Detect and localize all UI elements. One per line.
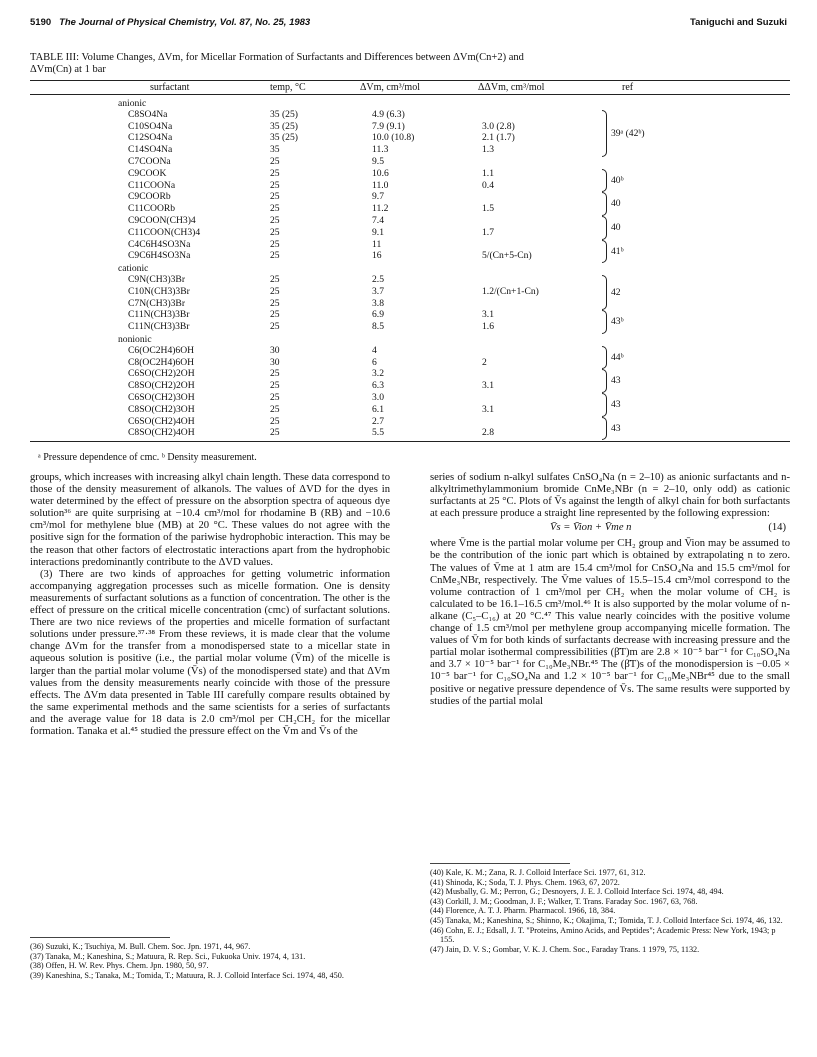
cell-dvm: 6.1: [372, 403, 384, 415]
cell-temp: 25: [270, 156, 280, 167]
cell-surfactant: C6(OC2H4)6OH: [128, 344, 195, 356]
cell-surfactant: C14SO4Na: [128, 144, 173, 156]
reference-item: (44) Florence, A. T. J. Pharm. Pharmacol. 1966, 18, 384.: [430, 906, 616, 916]
paragraph: (3) There are two kinds of approaches for getting volumetric information accompanying aggregation processes such as micelle formation. One is density measurements of surfactant solutions as a function of concentration. The other is the effect of pressure on the critical micelle concentration (cmc) of surfactant solutions. There are two nice reviews of the properties and micelle formation of surfactant solutions under pressure.³⁷·³⁸ From these reviews, it is made clear that the volume change ΔVm for the transfer from a monodispersed state to a micellar state in aqueous solution is positive (i.e., the partial molar volume (V̄m) of the micelle is larger than the partial molar volume (V̄s) of the monodispersed state) and that ΔVm values from the density measurements nearly coincide with those of the pressure effects. The ΔVm data presented in Table III carefully compare results obtained by the same experimental methods and the same scientists for a series of surfactants and the average value for 18 data is 2.0 cm³/mol per CH₂CH₂ for the micellar formation. Tanaka et al.⁴⁵ studied the pressure effect on the V̄m and V̄s of the: [30, 568, 390, 737]
right-references: [430, 868, 790, 954]
cell-temp: 25: [270, 203, 280, 215]
cell-ddvm: 1.2/(Cn+1-Cn): [482, 285, 539, 297]
cell-ddvm: 1.5: [482, 203, 494, 215]
cell-dvm: 4.9 (6.3): [372, 108, 405, 120]
table-ref-group: [602, 240, 624, 264]
cell-surfactant: C9COORb: [128, 191, 171, 203]
brace-shape: [602, 346, 607, 370]
cell-ddvm: 2: [482, 356, 487, 368]
cell-temp: 35: [270, 144, 280, 156]
cell-temp: 35 (25): [270, 108, 298, 120]
table-ref-group: [602, 110, 645, 157]
cell-dvm: 11.0: [372, 179, 389, 191]
cell-temp: 25: [270, 392, 280, 403]
cell-surfactant: C6SO(CH2)2OH: [128, 368, 195, 380]
cell-temp: 25: [270, 415, 280, 427]
cell-dvm: 7.4: [372, 215, 384, 226]
cell-temp: 25: [270, 309, 280, 321]
cell-dvm: 6: [372, 356, 377, 368]
table-footnote: ᵃ Pressure dependence of cmc. ᵇ Density measurement.: [38, 452, 257, 463]
column-header-surfactant: surfactant: [150, 82, 190, 93]
equation-14: [430, 522, 790, 536]
cell-surfactant: C6SO(CH2)3OH: [128, 392, 195, 403]
table-ref-label: 39ᵃ (42ᵇ): [611, 127, 645, 139]
reference-item: (45) Tanaka, M.; Kaneshina, S.; Shinno, K.; Okajima, T.; Tomida, T. J. Colloid Interface Sci. 1974, 46, 132.: [430, 915, 783, 925]
cell-surfactant: C11COON(CH3)4: [128, 226, 201, 238]
cell-ddvm: 1.7: [482, 226, 494, 238]
cell-dvm: 11: [372, 238, 382, 250]
table-ref-group: [602, 192, 621, 216]
table-ref-label: 43: [611, 422, 621, 434]
cell-surfactant: C11COORb: [128, 203, 176, 215]
cell-dvm: 2.7: [372, 415, 384, 427]
right-column: [430, 472, 790, 708]
table-ref-group: [602, 169, 624, 193]
equation-text: V̄s = V̄ion + V̄me n: [550, 522, 632, 534]
cell-dvm: 3.2: [372, 368, 384, 380]
reference-item: (41) Shinoda, K.; Soda, T. J. Phys. Chem. 1963, 67, 2072.: [430, 877, 620, 887]
table-ref-label: 43: [611, 375, 621, 387]
reference-item: (43) Corkill, J. M.; Goodman, J. F.; Walker, T. Trans. Faraday Soc. 1967, 63, 768.: [430, 896, 698, 906]
table-top-rule: [30, 80, 790, 81]
cell-dvm: 16: [372, 250, 382, 262]
table-ref-group: [602, 275, 621, 310]
brace-shape: [602, 417, 607, 441]
cell-surfactant: C10N(CH3)3Br: [128, 285, 190, 297]
reference-item: (46) Cohn, E. J.; Edsall, J. T. "Proteins, Amino Acids, and Peptides"; Academic Press: New York, 1943; p 155.: [430, 925, 776, 945]
cell-dvm: 9.1: [372, 226, 384, 238]
cell-surfactant: C6SO(CH2)4OH: [128, 415, 195, 427]
cell-ddvm: 2.8: [482, 427, 494, 439]
reference-item: (39) Kaneshina, S.; Tanaka, M.; Tomida, T.; Matuura, R. J. Colloid Interface Sci. 1974, 48, 450.: [30, 970, 344, 980]
cell-ddvm: 1.3: [482, 144, 494, 156]
cell-surfactant: C7COONa: [128, 156, 171, 167]
table-ref-label: 40: [611, 198, 621, 210]
cell-surfactant: C12SO4Na: [128, 132, 173, 144]
cell-dvm: 8.5: [372, 321, 384, 333]
brace-shape: [602, 169, 607, 193]
footnote-rule: [430, 863, 570, 864]
table-ref-group: [602, 310, 624, 334]
cell-ddvm: 2.1 (1.7): [482, 132, 515, 144]
paragraph: series of sodium n-alkyl sulfates CnSO₄Na (n = 2–10) as anionic surfactants and n-alkyltrimethylammonium bromide CnMe₃NBr (n = 2–10, only odd) as cationic surfactants at 25 °C. Plots of V̄s against the length of alkyl chain for both surfactants at each pressure produce a straight line represented by the following expression:: [430, 472, 790, 520]
cell-dvm: 11.2: [372, 203, 389, 215]
brace-shape: [602, 393, 607, 417]
cell-temp: 25: [270, 226, 280, 238]
table-header-rule: [30, 94, 790, 95]
cell-temp: 25: [270, 274, 280, 285]
reference-item: (40) Kale, K. M.; Zana, R. J. Colloid Interface Sci. 1977, 61, 312.: [430, 868, 646, 877]
reference-item: (37) Tanaka, M.; Kaneshina, S.; Matuura, R. Rep. Sci., Fukuoka Univ. 1974, 4, 131.: [30, 951, 306, 961]
table-ref-label: 43ᵇ: [611, 316, 624, 328]
reference-item: (47) Jain, D. V. S.; Gombar, V. K. J. Chem. Soc., Faraday Trans. 1 1979, 75, 1132.: [430, 944, 700, 954]
cell-temp: 30: [270, 356, 280, 368]
table-ref-label: 43: [611, 399, 621, 410]
table-group-label: cationic: [118, 263, 149, 275]
cell-ddvm: 3.1: [482, 380, 494, 392]
brace-shape: [602, 275, 607, 310]
cell-temp: 25: [270, 250, 280, 262]
cell-temp: 25: [270, 179, 280, 191]
brace-shape: [602, 369, 607, 393]
cell-ddvm: 0.4: [482, 179, 494, 191]
reference-item: (42) Musbally, G. M.; Perron, G.; Desnoyers, J. E. J. Colloid Interface Sci. 1974, 48, 494.: [430, 887, 724, 897]
cell-dvm: 10.6: [372, 167, 389, 179]
cell-surfactant: C9COON(CH3)4: [128, 215, 196, 226]
cell-dvm: 3.8: [372, 297, 384, 309]
cell-ddvm: 1.6: [482, 321, 494, 333]
cell-surfactant: C8(OC2H4)6OH: [128, 356, 195, 368]
table-ref-label: 42: [611, 286, 621, 298]
cell-dvm: 3.0: [372, 392, 384, 403]
cell-temp: 25: [270, 191, 280, 203]
table-ref-group: [602, 216, 621, 240]
cell-temp: 35 (25): [270, 132, 298, 144]
cell-surfactant: C9N(CH3)3Br: [128, 274, 186, 285]
table-ref-group: [602, 393, 621, 417]
running-header: [30, 17, 787, 31]
cell-surfactant: C8SO4Na: [128, 108, 168, 120]
cell-temp: 25: [270, 321, 280, 333]
cell-dvm: 9.7: [372, 191, 384, 203]
paragraph: where V̄me is the partial molar volume per CH₂ group and V̄ion may be assumed to be the contribution of the ionic part which is obtained by extrapolating n to zero. The values of V̄me at 1 atm are 15.4 cm³/mol for CnSO₄Na and 15.5 cm³/mol for CnMe₃NBr, respectively. The V̄me values of 15.5–15.4 cm³/mol correspond to the volume contraction of 1 cm³/mol per CH₂ when the molar volume of CH₂ is calculated to be 16.1–16.5 cm³/mol.⁴⁶ It is also supported by the molar volume of n-alkane (C₅–C₁₆) at 20 °C.⁴⁷ This value nearly coincides with the positive volume change of 1.5 cm³/mol per methylene group accompanying micelle formation. The values of V̄m for both kinds of surfactants decrease with increasing pressure and the partial molar isothermal compressibilities (β̄T)m are 2.8 × 10⁻⁵ bar⁻¹ for C₁₀SO₄Na and 3.7 × 10⁻⁵ bar⁻¹ for C₁₀Me₃NBr.⁴⁵ The (β̄T)s of the monodispersion is −0.05 × 10⁻⁵ bar⁻¹ for C₁₀SO₄Na and 1.2 × 10⁻⁵ bar⁻¹ for C₁₀Me₃NBr⁴⁵ due to the small positive or negative pressure dependence of V̄s. The same results were supported by studies of the partial molal: [430, 538, 790, 707]
cell-ddvm: 3.1: [482, 309, 494, 321]
column-header-dvm: ΔVm, cm³/mol: [360, 82, 420, 93]
cell-surfactant: C9C6H4SO3Na: [128, 250, 191, 262]
cell-temp: 25: [270, 215, 280, 226]
brace-shape: [602, 310, 607, 334]
left-column: [30, 472, 390, 738]
cell-dvm: 9.5: [372, 156, 384, 167]
cell-ddvm: 5/(Cn+5-Cn): [482, 250, 532, 262]
cell-surfactant: C8SO(CH2)2OH: [128, 380, 195, 392]
cell-temp: 25: [270, 297, 280, 309]
cell-temp: 25: [270, 238, 280, 250]
cell-temp: 25: [270, 285, 280, 297]
cell-surfactant: C11COONa: [128, 179, 176, 191]
cell-surfactant: C7N(CH3)3Br: [128, 297, 186, 309]
cell-ddvm: 1.1: [482, 167, 494, 179]
reference-item: (38) Offen, H. W. Rev. Phys. Chem. Jpn. 1980, 50, 97.: [30, 961, 209, 971]
table-ref-group: [602, 417, 621, 441]
cell-temp: 25: [270, 368, 280, 380]
table-caption-line: ΔVm(Cn) at 1 bar: [30, 64, 106, 75]
cell-dvm: 10.0 (10.8): [372, 132, 415, 144]
cell-surfactant: C11N(CH3)3Br: [128, 309, 190, 321]
cell-dvm: 3.7: [372, 285, 384, 297]
cell-dvm: 5.5: [372, 427, 384, 439]
cell-temp: 25: [270, 427, 280, 439]
table-ref-label: 40ᵇ: [611, 174, 624, 186]
table-ref-label: 40: [611, 222, 621, 233]
header-authors: Taniguchi and Suzuki: [690, 17, 787, 28]
table-group-label: anionic: [118, 98, 147, 109]
table-bottom-rule: [30, 441, 790, 442]
table-ref-group: [602, 346, 624, 370]
column-header-ddvm: ΔΔVm, cm³/mol: [478, 82, 545, 93]
table-ref-label: 44ᵇ: [611, 351, 624, 363]
brace-shape: [602, 216, 607, 240]
left-references: [30, 942, 390, 980]
brace-shape: [602, 110, 607, 157]
table-caption: [30, 52, 790, 76]
cell-temp: 25: [270, 380, 280, 392]
cell-dvm: 7.9 (9.1): [372, 120, 405, 132]
cell-dvm: 6.3: [372, 380, 384, 392]
paragraph: groups, which increases with increasing alkyl chain length. These data correspond to those of the density measurement of alkanols. The values of ΔVD for the dyes in water determined by the effect of pressure on the absorption spectra of aqueous dye solution³⁶ are quite surprising at −10.4 cm³/mol for rhodamine B (RB) and −10.6 cm³/mol for methylene blue (MB) at 20 °C. These values do not agree with the positive sign for the formation of the pariwise hydrophobic interaction. This may be the reason that other factors of electrostatic interactions apart from the hydrophobic interactions predominantly contribute to the ΔVD values.: [30, 472, 390, 568]
table-group-label: nonionic: [118, 334, 152, 345]
table-ref-label: 41ᵇ: [611, 245, 624, 257]
column-header-temp: temp, °C: [270, 82, 306, 93]
cell-surfactant: C10SO4Na: [128, 120, 173, 132]
cell-dvm: 2.5: [372, 274, 384, 285]
cell-surfactant: C8SO(CH2)3OH: [128, 403, 195, 415]
footnote-rule: [30, 937, 170, 938]
brace-shape: [602, 192, 607, 216]
cell-ddvm: 3.1: [482, 403, 494, 415]
header-journal: 5190 The Journal of Physical Chemistry, Vol. 87, No. 25, 1983: [30, 17, 311, 28]
table-caption-line: TABLE III: Volume Changes, ΔVm, for Micellar Formation of Surfactants and Differences between ΔVm(Cn+2) and: [30, 52, 524, 63]
cell-dvm: 6.9: [372, 309, 384, 321]
equation-number: (14): [768, 522, 786, 534]
cell-surfactant: C11N(CH3)3Br: [128, 321, 190, 333]
cell-temp: 25: [270, 403, 280, 415]
cell-dvm: 4: [372, 344, 377, 356]
column-header-ref: ref: [622, 82, 634, 93]
cell-dvm: 11.3: [372, 144, 389, 156]
brace-shape: [602, 240, 607, 264]
cell-temp: 30: [270, 344, 280, 356]
cell-temp: 25: [270, 167, 280, 179]
cell-temp: 35 (25): [270, 120, 298, 132]
cell-surfactant: C9COOK: [128, 167, 167, 179]
cell-surfactant: C4C6H4SO3Na: [128, 238, 191, 250]
cell-ddvm: 3.0 (2.8): [482, 120, 515, 132]
reference-item: (36) Suzuki, K.; Tsuchiya, M. Bull. Chem. Soc. Jpn. 1971, 44, 967.: [30, 942, 251, 951]
table-ref-group: [602, 369, 621, 393]
cell-surfactant: C8SO(CH2)4OH: [128, 427, 195, 439]
